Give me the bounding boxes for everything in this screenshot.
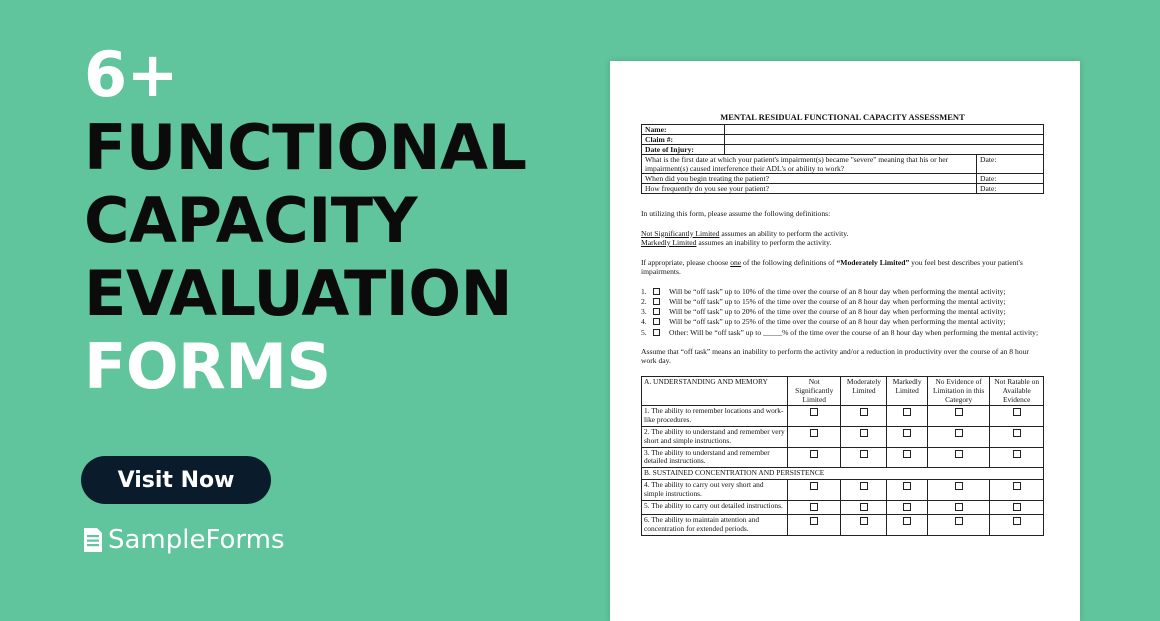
table-row — [642, 447, 1044, 468]
rating-checkbox — [903, 503, 911, 511]
hero-line-1: FUNCTIONAL — [84, 111, 527, 184]
rating-checkbox — [903, 408, 911, 416]
table-row — [642, 515, 1044, 536]
brand-name: SampleForms — [108, 525, 285, 555]
rating-checkbox — [860, 517, 868, 525]
hero-line-4: FORMS — [84, 330, 331, 403]
item-label: 4. The ability to carry out very short and simple instructions. — [642, 479, 788, 500]
column-header: Markedly Limited — [887, 376, 928, 405]
rating-checkbox — [1013, 408, 1021, 416]
rating-checkbox — [860, 408, 868, 416]
rating-checkbox — [955, 450, 963, 458]
date-label: Date: — [977, 174, 1044, 184]
section-b-header: B. SUSTAINED CONCENTRATION AND PERSISTENCE — [642, 468, 1044, 480]
rating-checkbox — [810, 503, 818, 511]
form-title: MENTAL RESIDUAL FUNCTIONAL CAPACITY ASSESSMENT — [720, 112, 965, 122]
hero-line-2: CAPACITY — [84, 184, 417, 257]
limitation-rating-table — [641, 376, 1044, 536]
option-checkbox — [653, 329, 660, 336]
rating-checkbox — [903, 482, 911, 490]
rating-checkbox — [1013, 450, 1021, 458]
table-row — [642, 426, 1044, 447]
rating-checkbox — [903, 517, 911, 525]
claim-field — [725, 135, 1044, 145]
hero-line-3: EVALUATION — [84, 257, 512, 330]
column-header: Not Ratable on Available Evidence — [990, 376, 1044, 405]
table-row — [642, 500, 1044, 515]
rating-checkbox — [903, 429, 911, 437]
rating-checkbox — [955, 482, 963, 490]
rating-checkbox — [1013, 517, 1021, 525]
rating-checkbox — [810, 517, 818, 525]
definition-not-significant: Not Significantly Limited assumes an ability to perform the activity. — [641, 228, 849, 238]
claim-label: Claim #: — [642, 135, 725, 145]
treatment-start-question: When did you begin treating the patient? — [642, 174, 977, 184]
option-checkbox — [653, 318, 660, 325]
form-content — [641, 112, 1044, 536]
option-item: 4. Will be “off task” up to 25% of the time over the course of an 8 hour day when performing the mental activity; — [641, 317, 1006, 327]
table-row — [642, 479, 1044, 500]
injury-date-field — [725, 145, 1044, 155]
rating-checkbox — [860, 503, 868, 511]
option-checkbox — [653, 308, 660, 315]
severe-date-question: What is the first date at which your patient's impairment(s) became "severe" meaning that his or her impairment(s) caused interference their ADL's or ability to work? — [642, 155, 977, 174]
rating-checkbox — [955, 503, 963, 511]
option-checkbox — [653, 288, 660, 295]
rating-checkbox — [810, 408, 818, 416]
brand-logo[interactable] — [84, 524, 285, 556]
column-header: Not Significantly Limited — [788, 376, 841, 405]
table-row — [642, 406, 1044, 427]
item-label: 1. The ability to remember locations and work-like procedures. — [642, 406, 788, 427]
option-checkbox — [653, 298, 660, 305]
patient-info-table — [641, 124, 1044, 194]
document-icon — [84, 528, 102, 552]
intro-text: In utilizing this form, please assume the following definitions: — [641, 209, 831, 218]
rating-checkbox — [1013, 503, 1021, 511]
moderate-definition-options — [641, 287, 1044, 337]
rating-checkbox — [860, 482, 868, 490]
section-a-header: A. UNDERSTANDING AND MEMORY — [642, 376, 788, 405]
item-label: 2. The ability to understand and remember very short and simple instructions. — [642, 426, 788, 447]
rating-checkbox — [1013, 482, 1021, 490]
date-label: Date: — [977, 184, 1044, 194]
column-header: Moderately Limited — [841, 376, 887, 405]
rating-checkbox — [955, 408, 963, 416]
injury-date-label: Date of Injury: — [642, 145, 725, 155]
rating-checkbox — [860, 450, 868, 458]
rating-checkbox — [955, 517, 963, 525]
item-label: 6. The ability to maintain attention and concentration for extended periods. — [642, 515, 788, 536]
name-label: Name: — [642, 125, 725, 135]
column-header: No Evidence of Limitation in this Category — [927, 376, 989, 405]
item-label: 3. The ability to understand and remember detailed instructions. — [642, 447, 788, 468]
option-item: 2. Will be “off task” up to 15% of the time over the course of an 8 hour day when performing the mental activity; — [641, 296, 1006, 306]
hero-title — [84, 38, 604, 403]
rating-checkbox — [860, 429, 868, 437]
date-label: Date: — [977, 155, 1044, 174]
option-item: 5. Other: Will be “off task” up to _____% of the time over the course of an 8 hour day when performing the mental activity; — [641, 327, 1039, 337]
rating-checkbox — [1013, 429, 1021, 437]
rating-checkbox — [955, 429, 963, 437]
off-task-definition: Assume that “off task” means an inability to perform the activity and/or a reduction in productivity over the course of an 8 hour work day. — [641, 346, 1029, 366]
name-field — [725, 125, 1044, 135]
item-label: 5. The ability to carry out detailed instructions. — [642, 500, 788, 515]
choose-definition-text: If appropriate, please choose one of the following definitions of “Moderately Limited” you feel best describes your patient's impairments. — [641, 257, 1023, 276]
rating-checkbox — [903, 450, 911, 458]
form-document-preview[interactable] — [610, 61, 1080, 621]
rating-checkbox — [810, 482, 818, 490]
definition-markedly: Markedly Limited assumes an inability to perform the activity. — [641, 238, 832, 247]
visit-frequency-question: How frequently do you see your patient? — [642, 184, 977, 194]
rating-checkbox — [810, 429, 818, 437]
visit-now-button[interactable]: Visit Now — [81, 456, 271, 504]
option-item: 3. Will be “off task” up to 20% of the time over the course of an 8 hour day when performing the mental activity; — [641, 307, 1006, 317]
option-item: 1. Will be “off task” up to 10% of the time over the course of an 8 hour day when performing the mental activity; — [641, 286, 1006, 296]
rating-checkbox — [810, 450, 818, 458]
hero-line-count: 6+ — [84, 38, 179, 111]
